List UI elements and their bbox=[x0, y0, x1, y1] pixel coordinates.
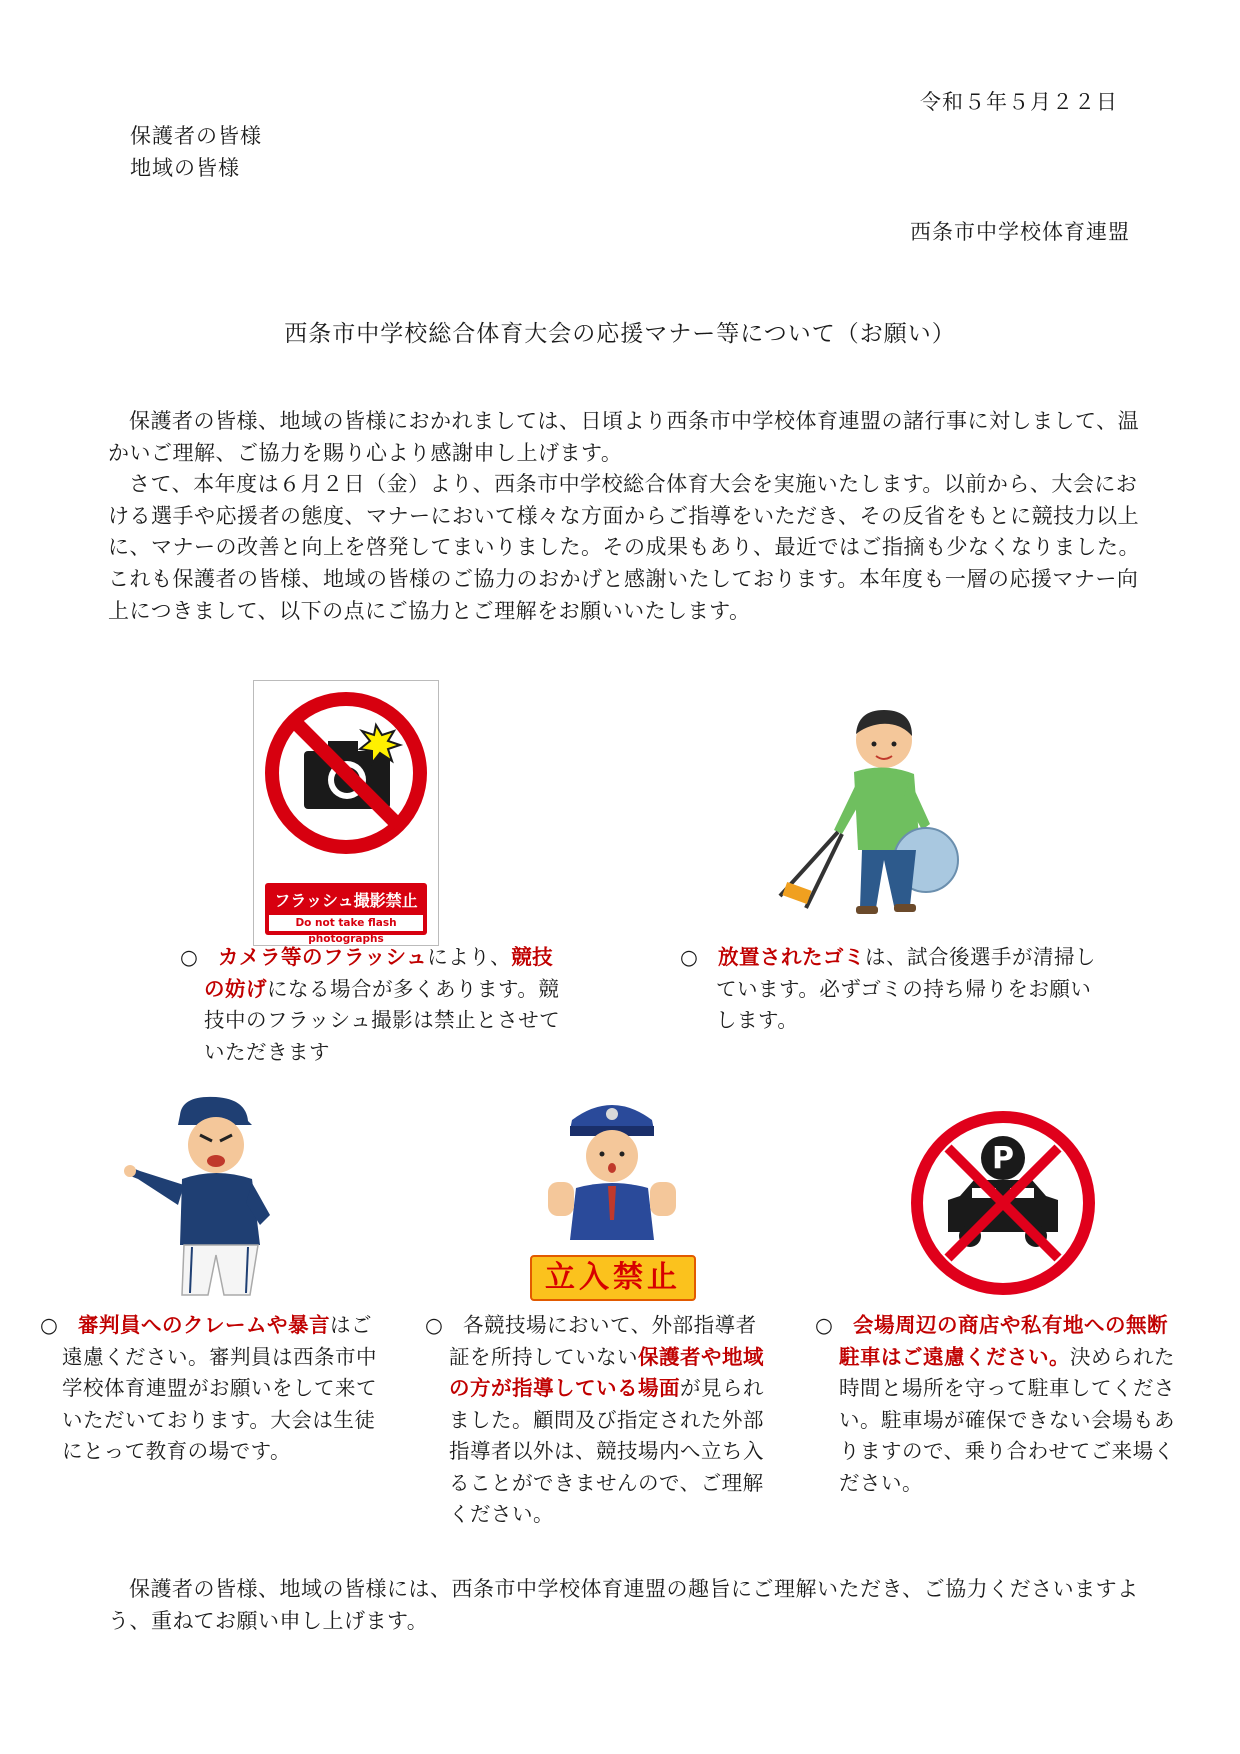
notice-text: ました。顧問及び指定された外部 bbox=[449, 1407, 764, 1432]
no-flash-label bbox=[265, 883, 427, 945]
intro-line: さて、本年度は６月２日（金）より、西条市中学校総合体育大会を実施いたします。以前から、大会にお bbox=[129, 472, 1138, 497]
emphasis-text: 審判員へのクレームや暴言 bbox=[78, 1313, 330, 1337]
notice-text: 技中のフラッシュ撮影は禁止とさせて bbox=[204, 1008, 561, 1032]
emphasis-text: の妨げ bbox=[204, 976, 267, 1001]
notice-text: 指導者以外は、競技場内へ立ち入 bbox=[449, 1439, 764, 1463]
emphasis-text: 放置されたゴミ bbox=[718, 945, 865, 969]
closing-line: 保護者の皆様、地域の皆様には、西条市中学校体育連盟の趣旨にご理解いただき、ご協力くださいますよ bbox=[129, 1577, 1139, 1601]
notice-text: は、試合後選手が清掃し bbox=[865, 945, 1096, 969]
notice-text: いただきます bbox=[204, 1039, 330, 1064]
intro-line: これも保護者の皆様、地域の皆様のご協力のおかげと感謝いたしております。本年度も一層の応援マナー向 bbox=[108, 566, 1139, 591]
circle-bullet-icon: ○ bbox=[180, 945, 199, 969]
circle-bullet-icon: ○ bbox=[425, 1313, 444, 1337]
no-flash-label-en: Do not take flash photographs bbox=[269, 915, 423, 931]
notice-text: ください。 bbox=[449, 1502, 554, 1526]
notice-parking bbox=[815, 1310, 1175, 1499]
notice-text: はご bbox=[330, 1313, 372, 1337]
notice-text: 証を所持していない bbox=[449, 1344, 638, 1369]
trash-pickup-illustration bbox=[770, 700, 970, 930]
notice-text: にとって教育の場です。 bbox=[62, 1439, 291, 1463]
notice-text: が見られ bbox=[680, 1376, 764, 1400]
notice-text: いただいております。大会は生徒 bbox=[62, 1407, 376, 1432]
intro-line: に、マナーの改善と向上を啓発してまいりました。その成果もあり、最近ではご指摘も少なくなりました。 bbox=[108, 535, 1140, 560]
intro-line: 上につきまして、以下の点にご協力とご理解をお願いいたします。 bbox=[108, 598, 751, 623]
circle-bullet-icon: ○ bbox=[40, 1313, 59, 1337]
document-date: 令和５年５月２２日 bbox=[920, 90, 1118, 114]
emphasis-text: カメラ等のフラッシュ bbox=[218, 945, 428, 969]
circle-bullet-icon: ○ bbox=[815, 1313, 834, 1337]
no-entry-label: 立入禁止 bbox=[530, 1255, 696, 1301]
no-flash-label-ja: フラッシュ撮影禁止 bbox=[274, 891, 418, 910]
notice-text: 時間と場所を守って駐車してくださ bbox=[839, 1376, 1175, 1400]
notice-text: により、 bbox=[427, 945, 512, 969]
intro-paragraph bbox=[108, 406, 1148, 627]
no-flash-sign bbox=[253, 680, 439, 946]
notice-text: い。駐車場が確保できない会場もあ bbox=[839, 1407, 1175, 1432]
notice-trash bbox=[680, 942, 1096, 1037]
recipient-community: 地域の皆様 bbox=[130, 156, 240, 180]
svg-text:P: P bbox=[992, 1141, 1014, 1176]
intro-line: かいご理解、ご協力を賜り心より感謝申し上げます。 bbox=[108, 440, 623, 465]
notice-text: ださい。 bbox=[839, 1470, 923, 1495]
intro-line: ける選手や応援者の態度、マナーにおいて様々な方面からご指導をいただき、その反省をもとに競技力以上 bbox=[108, 503, 1140, 528]
angry-coach-illustration bbox=[120, 1095, 290, 1305]
emphasis-text: 保護者や地域 bbox=[638, 1344, 764, 1369]
notice-text: ています。必ずゴミの持ち帰りをお願い bbox=[716, 976, 1092, 1001]
notice-text: 各競技場において、外部指導者 bbox=[463, 1313, 757, 1337]
notice-text: りますので、乗り合わせてご来場く bbox=[839, 1439, 1175, 1463]
notice-text: 決められた bbox=[1070, 1344, 1175, 1369]
closing-line: う、重ねてお願い申し上げます。 bbox=[108, 1608, 429, 1633]
notice-text: ることができませんので、ご理解 bbox=[449, 1470, 764, 1495]
emphasis-text: の方が指導している場面 bbox=[449, 1376, 680, 1400]
notice-referee bbox=[40, 1310, 377, 1468]
emphasis-text: 会場周辺の商店や私有地への無断 bbox=[853, 1313, 1168, 1337]
no-parking-icon bbox=[908, 1108, 1098, 1298]
notice-text: 学校体育連盟がお願いをして来て bbox=[62, 1376, 377, 1400]
notice-flash bbox=[180, 942, 560, 1068]
closing-paragraph bbox=[108, 1574, 1148, 1637]
emphasis-text: 競技 bbox=[511, 945, 554, 969]
recipient-parents: 保護者の皆様 bbox=[130, 124, 262, 148]
notice-coaching bbox=[425, 1310, 764, 1531]
circle-bullet-icon: ○ bbox=[680, 945, 699, 969]
security-guard-illustration bbox=[542, 1090, 682, 1250]
sender-name: 西条市中学校体育連盟 bbox=[910, 220, 1130, 244]
notice-text: します。 bbox=[716, 1008, 799, 1032]
notice-text: になる場合が多くあります。競 bbox=[267, 976, 560, 1001]
intro-line: 保護者の皆様、地域の皆様におかれましては、日頃より西条市中学校体育連盟の諸行事に対しまして、温 bbox=[129, 409, 1140, 433]
page-title: 西条市中学校総合体育大会の応援マナー等について（お願い） bbox=[284, 321, 956, 347]
no-camera-icon bbox=[254, 681, 438, 865]
notice-text: 遠慮ください。審判員は西条市中 bbox=[62, 1344, 377, 1369]
emphasis-text: 駐車はご遠慮ください。 bbox=[839, 1344, 1070, 1369]
